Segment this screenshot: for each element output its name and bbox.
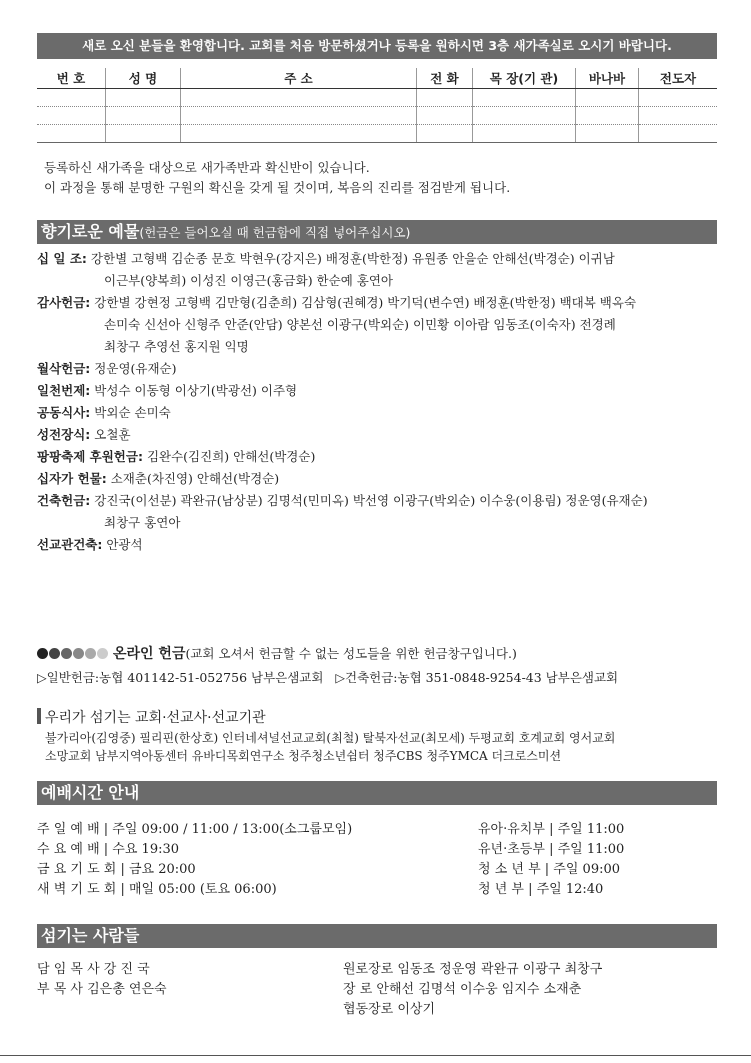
section-bar-icon — [37, 708, 41, 724]
staff-item: 담 임 목 사 강 진 국 — [37, 962, 150, 977]
offering-tithe: 십 일 조: 강한별 고형백 김순종 문호 박현우(강지은) 배정훈(박한정) 유원종 안을순 안해선(박경순) 이귀남 이근부(양복희) 이성진 이영근(홍금화) 한순예 홍연아 — [37, 251, 615, 288]
staff-right — [343, 958, 602, 1018]
schedule-item: 수 요 예 배 | 수요 19:30 — [37, 842, 180, 857]
schedule-item: 유년·초등부 | 주일 11:00 — [478, 842, 625, 857]
worship-left — [37, 818, 352, 898]
staff-left — [37, 958, 167, 998]
registration-table — [37, 68, 717, 143]
dot-icon — [61, 648, 72, 659]
online-desc: (교회 오셔서 헌금할 수 없는 성도들을 위한 헌금창구입니다.) — [185, 646, 517, 661]
schedule-item: 유아·유치부 | 주일 11:00 — [478, 822, 625, 837]
offering-mission-building: 선교관건축: 안광석 — [37, 537, 143, 552]
serve-title: 우리가 섬기는 교회·선교사·선교기관 — [45, 710, 266, 726]
col-number: 번 호 — [37, 68, 106, 89]
col-evangelist: 전도자 — [639, 68, 718, 89]
building-account: ▷건축헌금:농협 351-0848-9254-43 남부은샘교회 — [335, 670, 619, 685]
table-row — [37, 125, 717, 143]
staff-header — [37, 924, 717, 948]
registration-header-row — [37, 68, 717, 89]
offering-meal: 공동식사: 박외순 손미숙 — [37, 405, 171, 420]
offering-festival: 팡팡축제 후원헌금: 김완수(김진희) 안해선(박경순) — [37, 449, 316, 464]
col-group: 목 장(기 관) — [473, 68, 576, 89]
dots-icon — [37, 646, 109, 661]
schedule-item: 금 요 기 도 회 | 금요 20:00 — [37, 862, 196, 877]
offering-building: 건축헌금: 강진국(이선분) 곽완규(남상분) 김명석(민미옥) 박선영 이광구(박외순) 이수웅(이용림) 정운영(유재순) 최창구 홍연아 — [37, 493, 648, 530]
col-phone: 전 화 — [417, 68, 473, 89]
newcomer-banner: 새로 오신 분들을 환영합니다. 교회를 처음 방문하셨거나 등록을 원하시면 3층 새가족실로 오시기 바랍니다. — [37, 33, 717, 59]
staff-item: 협동장로 이상기 — [343, 1002, 436, 1017]
offering-title: 향기로운 예물 — [41, 222, 140, 241]
worship-title: 예배시간 안내 — [41, 783, 140, 802]
account-line — [37, 668, 618, 686]
dot-icon — [85, 648, 96, 659]
bottom-rule — [0, 1055, 751, 1056]
offering-header — [37, 220, 717, 244]
general-account: ▷일반헌금:농협 401142-51-052756 남부은샘교회 — [37, 670, 324, 685]
serve-line-2: 소망교회 남부지역아동센터 유바디목회연구소 청주청소년쉼터 청주CBS 청주YMCA 더크로스미션 — [45, 749, 562, 763]
serve-header — [37, 707, 266, 727]
dot-icon — [49, 648, 60, 659]
offering-cross: 십자가 헌물: 소재춘(차진영) 안해선(박경순) — [37, 471, 280, 486]
online-offering — [37, 643, 517, 663]
worship-header — [37, 781, 717, 805]
offering-list — [37, 248, 717, 556]
table-row — [37, 89, 717, 107]
note-line-2: 이 과정을 통해 분명한 구원의 확신을 갖게 될 것이며, 복음의 진리를 점검받게 됩니다. — [44, 180, 511, 195]
schedule-item: 청 소 년 부 | 주일 09:00 — [478, 862, 621, 877]
dot-icon — [97, 648, 108, 659]
schedule-item: 새 벽 기 도 회 | 매일 05:00 (토요 06:00) — [37, 882, 277, 897]
offering-thanks: 감사헌금: 강한별 강현정 고형백 김만형(김춘희) 김삼형(권혜경) 박기덕(변수연) 배정훈(박한정) 백대복 백옥숙 손미숙 신선아 신형주 안준(안담) 양본선 이광구(박외순) 이민황 이아람 임동조(이숙자) 전경례 최창구 추영선 홍지원 익명 — [37, 295, 637, 354]
offering-thousand: 일천번제: 박성수 이동형 이상기(박광선) 이주형 — [37, 383, 298, 398]
table-row — [37, 107, 717, 125]
schedule-item: 주 일 예 배 | 주일 09:00 / 11:00 / 13:00(소그룹모임) — [37, 822, 353, 837]
offering-decoration: 성전장식: 오철훈 — [37, 427, 131, 442]
staff-item: 장 로 안해선 김명석 이수웅 임지수 소재춘 — [343, 982, 582, 997]
online-title: 온라인 헌금 — [112, 646, 186, 662]
offering-monthly: 월삭헌금: 정운영(유재순) — [37, 361, 177, 376]
offering-subtitle: (헌금은 들어오실 때 헌금함에 직접 넣어주십시오) — [139, 225, 411, 240]
serve-line-1: 불가리아(김영중) 필리핀(한상호) 인터네셔널선교교회(최철) 탈북자선교(최모세) 두평교회 호계교회 영서교회 — [45, 731, 616, 745]
dot-icon — [37, 648, 48, 659]
schedule-item: 청 년 부 | 주일 12:40 — [478, 882, 604, 897]
col-address: 주 소 — [181, 68, 417, 89]
worship-right — [478, 818, 624, 898]
dot-icon — [73, 648, 84, 659]
staff-item: 원로장로 임동조 정운영 곽완규 이광구 최창구 — [343, 962, 603, 977]
col-barnabas: 바나바 — [576, 68, 639, 89]
col-name: 성 명 — [106, 68, 181, 89]
note-line-1: 등록하신 새가족을 대상으로 새가족반과 확신반이 있습니다. — [44, 160, 370, 175]
staff-item: 부 목 사 김은총 연은숙 — [37, 982, 167, 997]
staff-title: 섬기는 사람들 — [41, 926, 140, 945]
